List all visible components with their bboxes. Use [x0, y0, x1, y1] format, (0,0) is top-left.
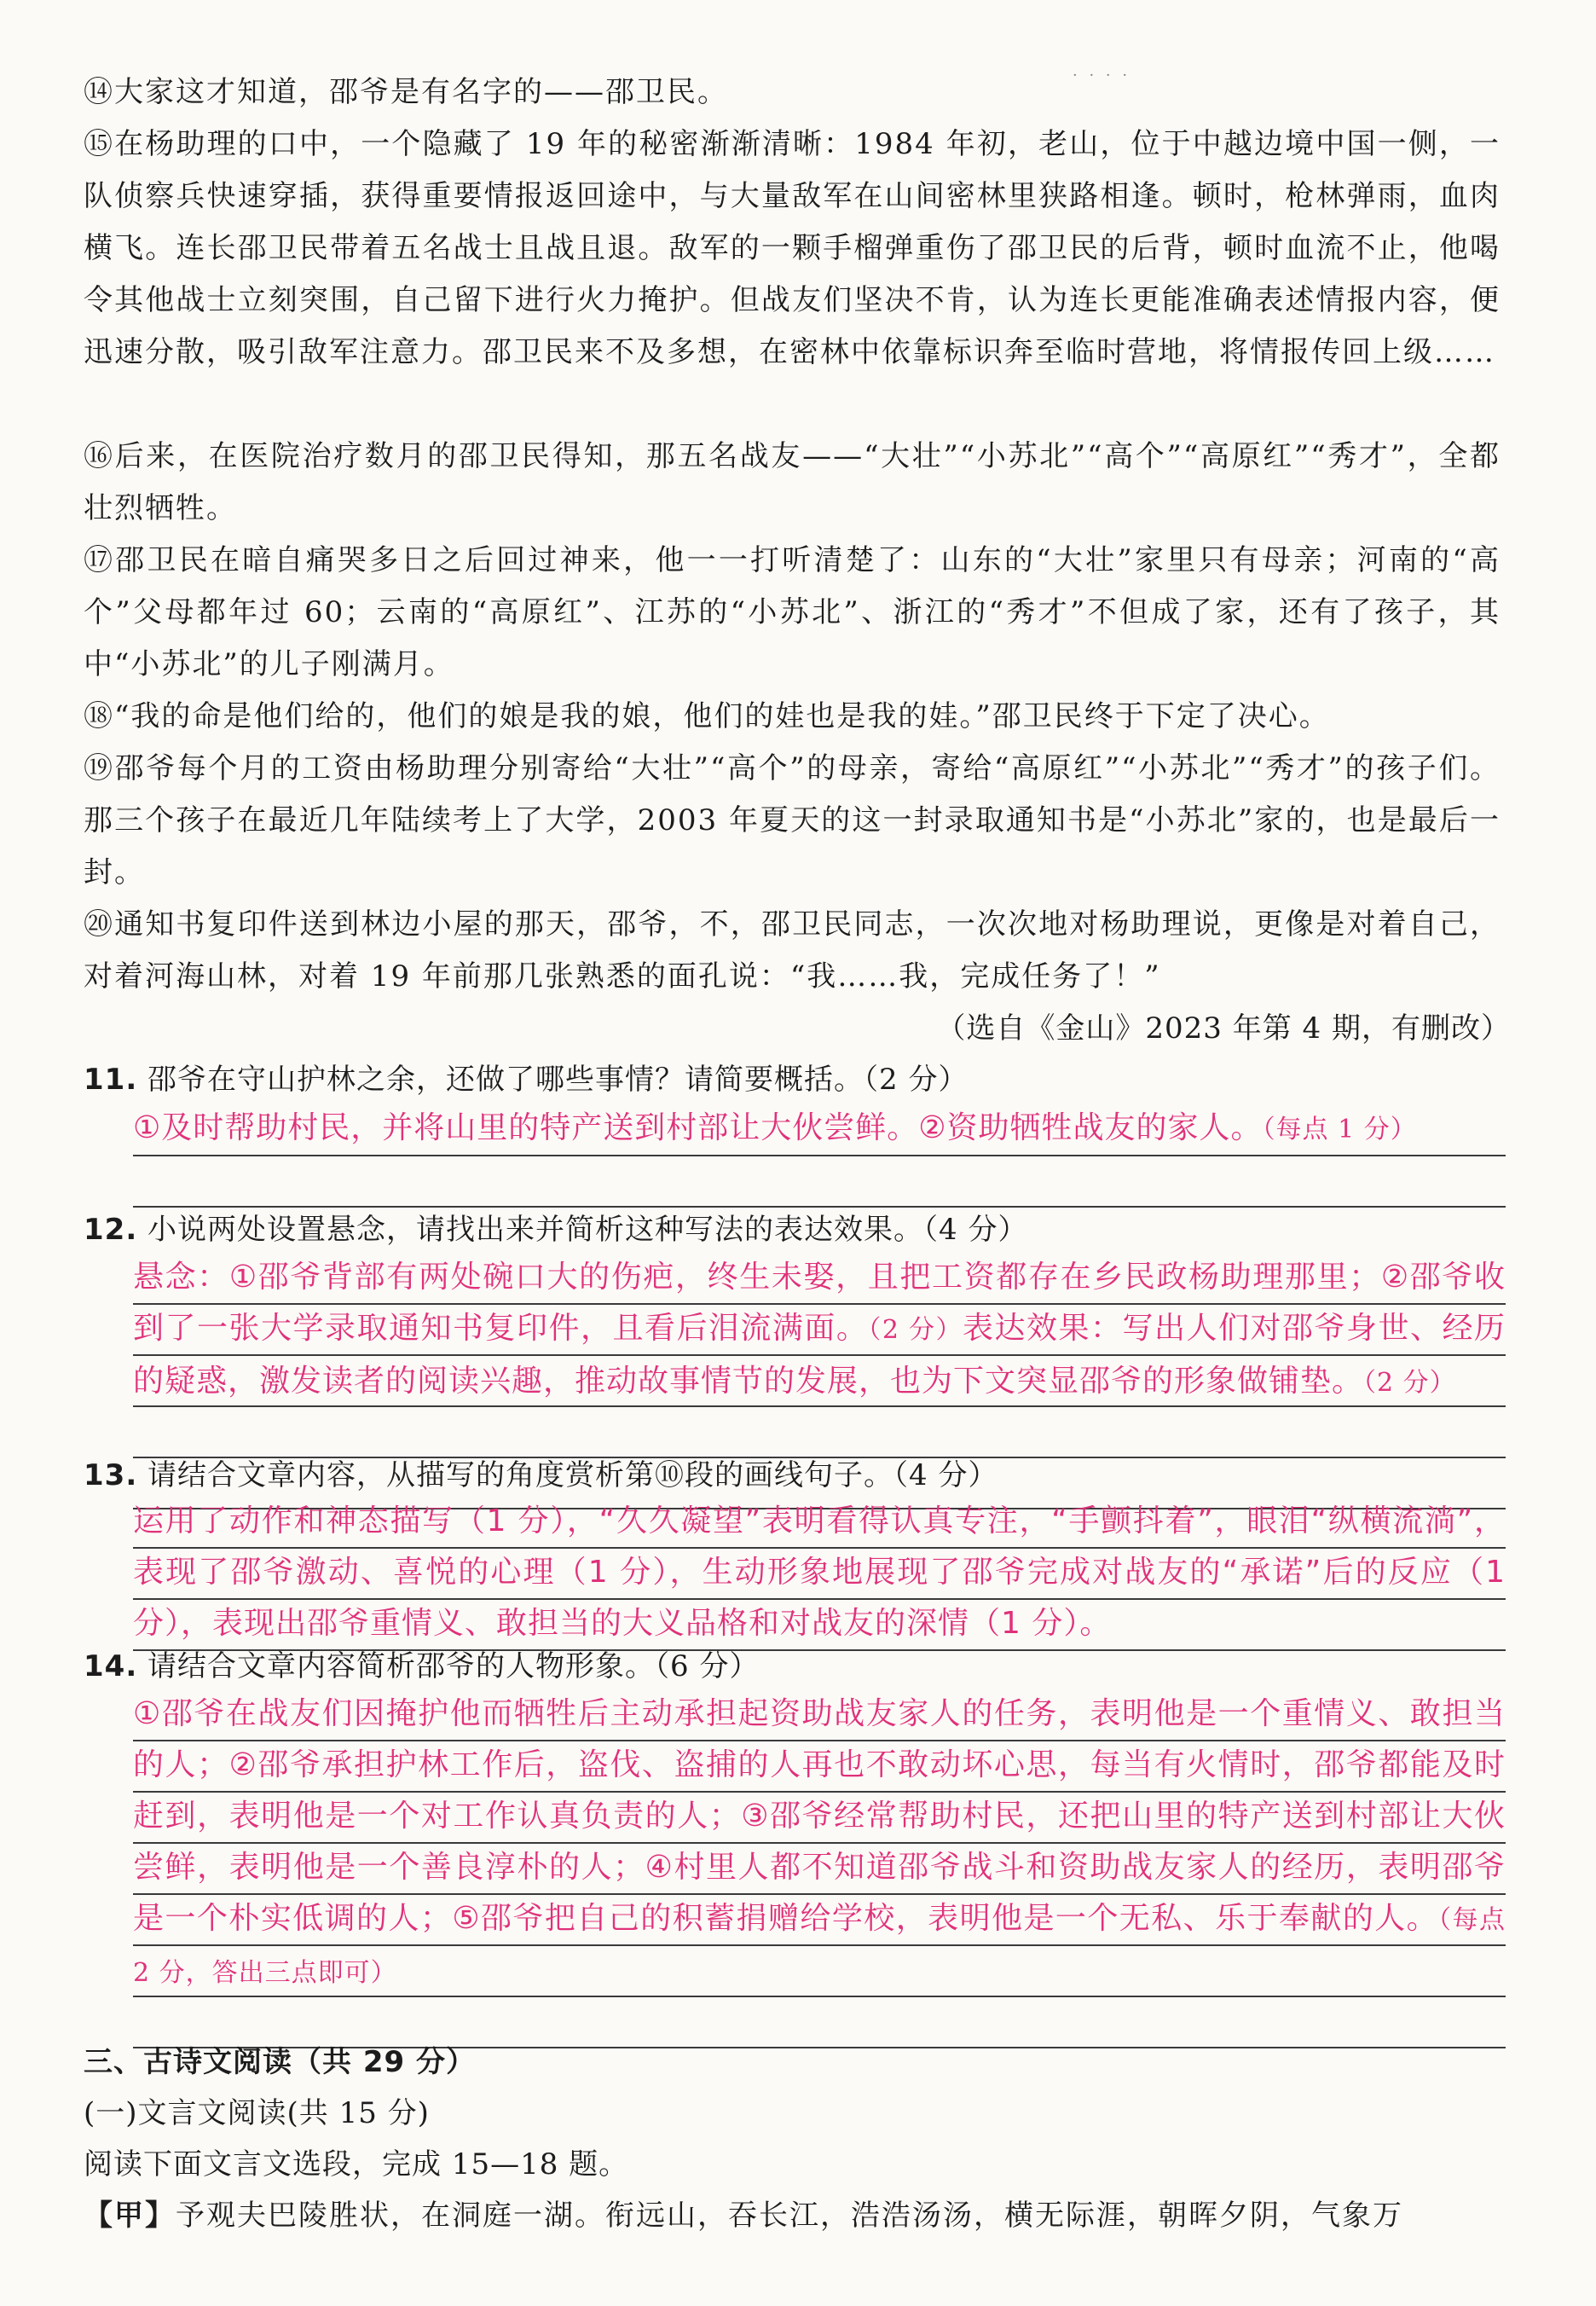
question-number: 11.	[84, 1063, 138, 1097]
question-text: 请结合文章内容，从描写的角度赏析第⑩段的画线句子。（4 分）	[147, 1458, 998, 1492]
source-citation: （选自《金山》2023 年第 4 期，有删改）	[936, 1011, 1511, 1046]
paragraph-16: ⑯后来，在医院治疗数月的邵卫民得知，那五名战友——“大壮”“小苏北”“高个”“高原红”“秀才”，全都壮烈牺牲。	[84, 439, 1501, 525]
question-number: 13.	[84, 1458, 138, 1492]
paragraph-14: ⑭大家这才知道，邵爷是有名字的——邵卫民。	[84, 75, 728, 109]
question-number: 12.	[84, 1213, 138, 1247]
answer-score: （每点 2 分，答出三点即可）	[133, 1905, 1506, 1988]
question-12	[84, 1204, 1516, 1255]
passage-text: 予观夫巴陵胜状，在洞庭一湖。衔远山，吞长江，浩浩汤汤，横无际涯，朝晖夕阴，气象万	[176, 2199, 1403, 2233]
question-text: 小说两处设置悬念，请找出来并简析这种写法的表达效果。（4 分）	[147, 1213, 1028, 1247]
paragraph-18: ⑱“我的命是他们给的，他们的娘是我的娘，他们的娃也是我的娃。”邵卫民终于下定了决心。	[84, 699, 1330, 733]
answer-score: （2 分）	[1363, 1368, 1456, 1398]
answer-text: ①及时帮助村民，并将山里的特产送到村部让大伙尝鲜。②资助牺牲战友的家人。	[133, 1110, 1263, 1145]
reading-instruction: 阅读下面文言文选段，完成 15—18 题。	[84, 2147, 629, 2181]
paragraph-17: ⑰邵卫民在暗自痛哭多日之后回过神来，他一一打听清楚了：山东的“大壮”家里只有母亲；河南的“高个”父母都年过 60；云南的“高原红”、江苏的“小苏北”、浙江的“秀才”不但成了家，还有了孩子，其中“小苏北”的儿子刚满月。	[84, 543, 1501, 681]
answer-text: ①邵爷在战友们因掩护他而牺牲后主动承担起资助战友家人的任务，表明他是一个重情义、敢担当的人；②邵爷承担护林工作后，盗伐、盗捕的人再也不敢动坏心思，每当有火情时，邵爷都能及时赶到，表明他是一个对工作认真负责的人；③邵爷经常帮助村民，还把山里的特产送到村部让大伙尝鲜，表明他是一个善良淳朴的人；④村里人都不知道邵爷战斗和资助战友家人的经历，表明邵爷是一个朴实低调的人；⑤邵爷把自己的积蓄捐赠给学校，表明他是一个无私、乐于奉献的人。	[133, 1696, 1506, 1936]
answer-score: （每点 1 分）	[1262, 1115, 1417, 1144]
answer-score: （2 分）	[868, 1315, 963, 1345]
answer-14	[133, 1689, 1506, 1999]
answer-13: 运用了动作和神态描写（1 分），“久久凝望”表明看得认真专注，“手颤抖着”，眼泪“纵横流淌”，表现了邵爷激动、喜悦的心理（1 分），生动形象地展现了邵爷完成对战友的“承诺”后的反应（1 分），表现出邵爷重情义、敢担当的大义品格和对战友的深情（1 分）。	[133, 1504, 1506, 1641]
question-13	[84, 1450, 1516, 1501]
question-11	[84, 1054, 1516, 1105]
question-text: 邵爷在守山护林之余，还做了哪些事情？请简要概括。（2 分）	[147, 1063, 969, 1097]
section-title: 三、古诗文阅读（共 29 分）	[84, 2045, 476, 2079]
answer-11	[133, 1103, 1506, 1156]
paragraph-19: ⑲邵爷每个月的工资由杨助理分别寄给“大壮”“高个”的母亲，寄给“高原红”“小苏北”“秀才”的孩子们。那三个孩子在最近几年陆续考上了大学，2003 年夏天的这一封录取通知书是“小苏北”家的，也是最后一封。	[84, 751, 1501, 889]
question-number: 14.	[84, 1649, 138, 1683]
passage-tag: 【甲】	[84, 2199, 176, 2233]
question-14	[84, 1641, 1516, 1692]
question-text: 请结合文章内容简析邵爷的人物形象。（6 分）	[147, 1649, 760, 1683]
paragraph-20: ⑳通知书复印件送到林边小屋的那天，邵爷，不，邵卫民同志，一次次地对杨助理说，更像是对着自己，对着河海山林，对着 19 年前那几张熟悉的面孔说：“我……我，完成任务了！”	[84, 907, 1501, 994]
classical-passage-jia	[84, 2190, 1501, 2242]
scan-dots: · · · ·	[1073, 67, 1131, 84]
subsection-title: (一)文言文阅读(共 15 分)	[84, 2096, 430, 2130]
answer-text-suspense: 悬念：①邵爷背部有两处碗口大的伤疤，终生未娶，且把工资都存在乡民政杨助理那里；②邵爷收到了一张大学录取通知书复印件，且看后泪流满面。	[133, 1260, 1506, 1346]
answer-text-effect: 表达效果：写出人们对邵爷身世、经历的疑惑，激发读者的阅读兴趣，推动故事情节的发展，也为下文突显邵爷的形象做铺垫。	[133, 1311, 1506, 1399]
answer-12	[133, 1252, 1506, 1409]
paragraph-15: ⑮在杨助理的口中，一个隐藏了 19 年的秘密渐渐清晰：1984 年初，老山，位于中越边境中国一侧，一队侦察兵快速穿插，获得重要情报返回途中，与大量敌军在山间密林里狭路相逢。顿时，枪林弹雨，血肉横飞。连长邵卫民带着五名战士且战且退。敌军的一颗手榴弹重伤了邵卫民的后背，顿时血流不止，他喝令其他战士立刻突围，自己留下进行火力掩护。但战友们坚决不肯，认为连长更能准确表述情报内容，便迅速分散，吸引敌军注意力。邵卫民来不及多想，在密林中依靠标识奔至临时营地，将情报传回上级……	[84, 127, 1501, 369]
